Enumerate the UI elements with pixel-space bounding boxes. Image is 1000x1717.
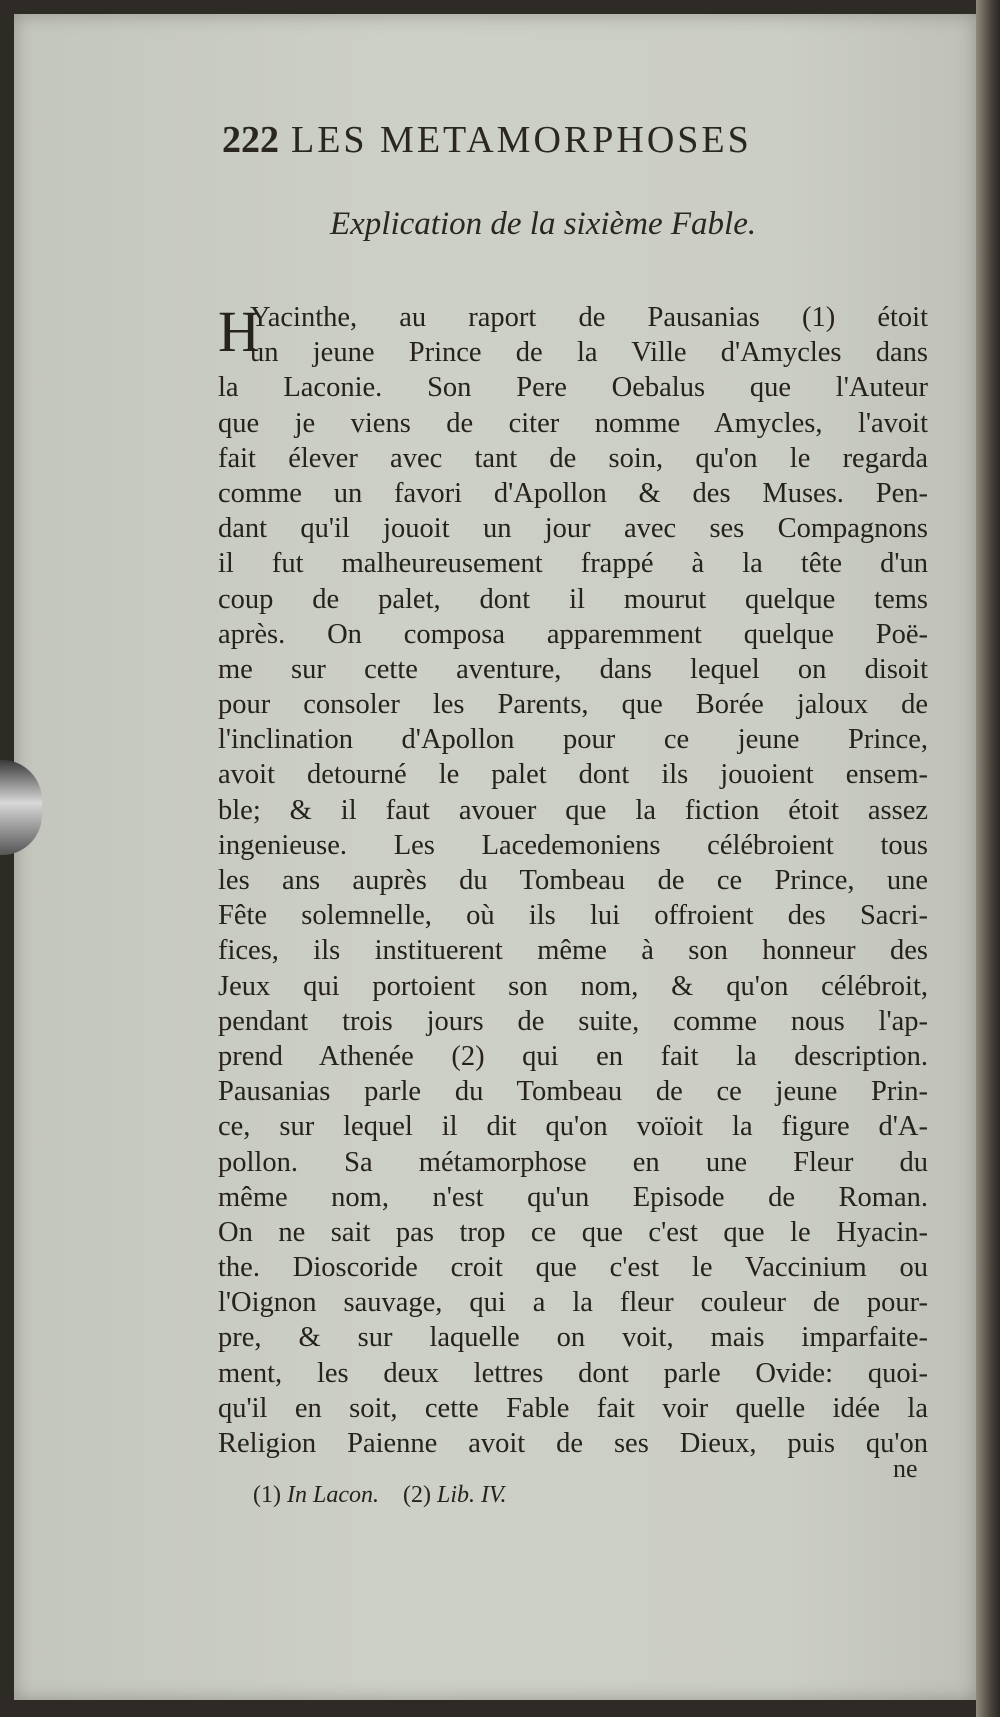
footnote-1-mark: (1)	[253, 1482, 281, 1508]
body-text	[218, 300, 928, 1461]
text-line: On ne sait pas trop ce que c'est que le Hyacin-	[218, 1216, 928, 1248]
footnote-2-mark: (2)	[402, 1482, 431, 1508]
drop-cap: H	[218, 299, 260, 364]
text-line: pendant trois jours de suite, comme nous l'ap-	[218, 1005, 928, 1037]
text-line: les ans auprès du Tombeau de ce Prince, une	[218, 865, 928, 896]
text-line: dant qu'il jouoit un jour avec ses Compagnons	[218, 513, 928, 545]
footnote-2-ref: Lib. IV.	[436, 1482, 507, 1508]
text-line: coup de palet, dont il mourut quelque tems	[218, 583, 928, 615]
text-line: ment, les deux lettres dont parle Ovide: quoi-	[218, 1357, 928, 1389]
text-line: l'Oignon sauvage, qui a la fleur couleur de pour-	[218, 1287, 928, 1319]
text-line: il fut malheureusement frappé à la tête d'un	[218, 548, 928, 580]
text-line: me sur cette aventure, dans lequel on disoit	[218, 653, 928, 685]
text-line: pour consoler les Parents, que Borée jaloux de	[218, 689, 928, 721]
text-line: fices, ils instituerent même à son honneur des	[218, 935, 928, 967]
text-line: la Laconie. Son Pere Oebalus que l'Auteur	[218, 372, 928, 404]
text-line: pollon. Sa métamorphose en une Fleur du	[218, 1146, 928, 1178]
text-line: Jeux qui portoient son nom, & qu'on célébroit,	[218, 970, 928, 1002]
running-title: LES METAMORPHOSES	[291, 119, 752, 161]
text-line: que je viens de citer nomme Amycles, l'avoit	[218, 407, 928, 439]
catchword: ne	[893, 1454, 918, 1483]
text-line: l'inclination d'Apollon pour ce jeune Prince,	[218, 724, 928, 756]
text-line: ingenieuse. Les Lacedemoniens célébroient tous	[218, 829, 928, 861]
text-line: un jeune Prince de la Ville d'Amycles dans	[250, 337, 928, 369]
text-line: prend Athenée (2) qui en fait la description.	[218, 1040, 928, 1072]
text-line: Fête solemnelle, où ils lui offroient des Sacri-	[218, 900, 928, 932]
footnotes	[253, 1482, 507, 1509]
page-edge	[976, 0, 1000, 1717]
text-line: comme un favori d'Apollon & des Muses. Pen-	[218, 477, 928, 509]
text-line: Yacinthe, au raport de Pausanias (1) étoit	[250, 302, 928, 333]
page-number: 222	[222, 119, 279, 161]
text-line: même nom, n'est qu'un Episode de Roman.	[218, 1181, 928, 1213]
footnote-1-ref: In Lacon.	[286, 1482, 379, 1508]
text-line: Pausanias parle du Tombeau de ce jeune Prin-	[218, 1076, 928, 1108]
text-line: the. Dioscoride croit que c'est le Vaccinium ou	[218, 1252, 928, 1284]
text-line: après. On composa apparemment quelque Poë-	[218, 618, 928, 650]
text-line: ce, sur lequel il dit qu'on voïoit la figure d'A-	[218, 1111, 928, 1143]
text-line: fait élever avec tant de soin, qu'on le regarda	[218, 442, 928, 474]
text-line: avoit detourné le palet dont ils jouoient ensem-	[218, 759, 928, 791]
text-line: qu'il en soit, cette Fable fait voir quelle idée la	[218, 1392, 928, 1424]
running-header	[222, 118, 752, 162]
text-line: Religion Paienne avoit de ses Dieux, puis qu'on	[218, 1428, 928, 1459]
section-title: Explication de la sixième Fable.	[330, 206, 757, 242]
text-line: ble; & il faut avouer que la fiction étoit assez	[218, 794, 928, 826]
text-line: pre, & sur laquelle on voit, mais imparfaite-	[218, 1322, 928, 1354]
